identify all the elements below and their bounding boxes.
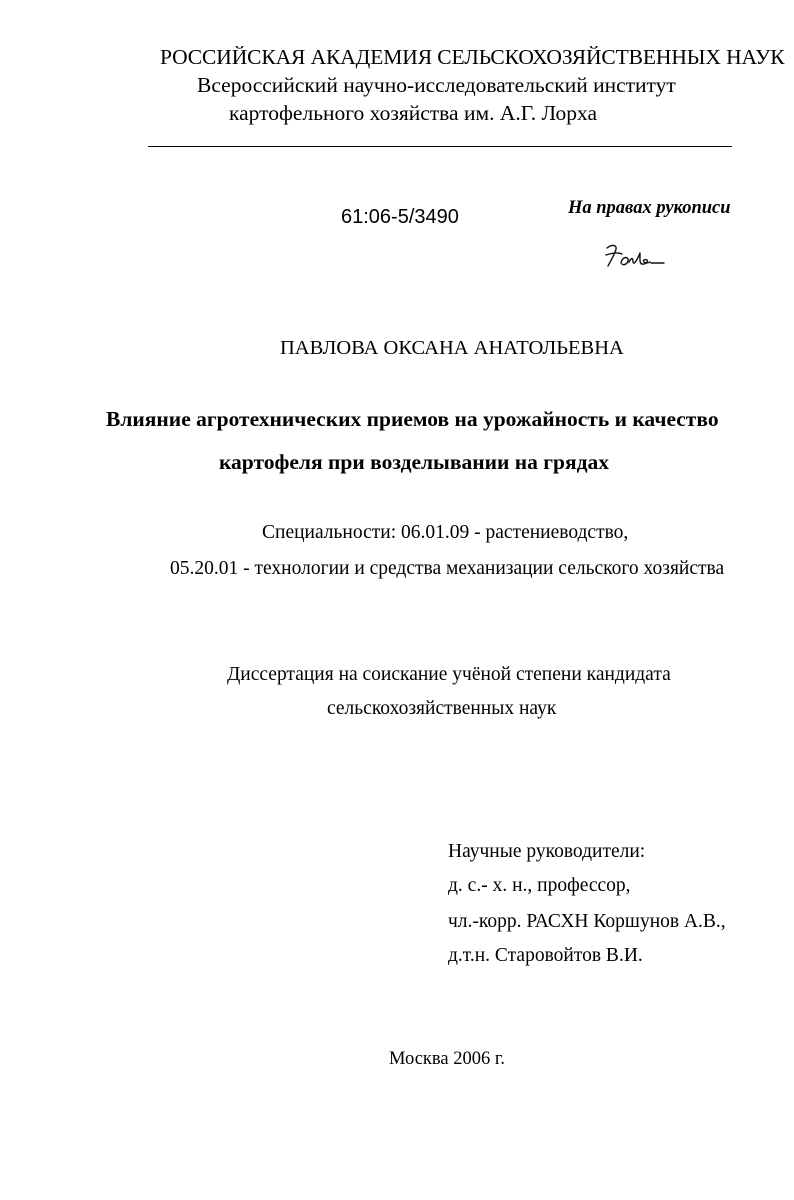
dissertation-title-line-2: картофеля при возделывании на грядах xyxy=(219,450,609,474)
header-divider xyxy=(148,146,732,147)
author-name: ПАВЛОВА ОКСАНА АНАТОЛЬЕВНА xyxy=(280,337,624,359)
supervisor-line-2: чл.-корр. РАСХН Коршунов А.В., xyxy=(448,911,726,932)
library-code: 61:06-5/3490 xyxy=(341,206,459,228)
specialties-line-2: 05.20.01 - технологии и средства механизации сельского хозяйства xyxy=(170,558,725,579)
handwritten-signature xyxy=(604,240,666,272)
city-year: Москва 2006 г. xyxy=(389,1049,505,1069)
supervisors-heading: Научные руководители: xyxy=(448,841,646,862)
institute-name-line-1: Всероссийский научно-исследовательский институт xyxy=(197,73,676,97)
dissertation-title-line-1: Влияние агротехнических приемов на урожайность и качество xyxy=(106,407,719,431)
degree-line-2: сельскохозяйственных наук xyxy=(327,698,557,719)
manuscript-rights-note: На правах рукописи xyxy=(568,198,731,218)
institute-name-line-2: картофельного хозяйства им. А.Г. Лорха xyxy=(229,101,598,125)
supervisor-line-3: д.т.н. Старовойтов В.И. xyxy=(448,945,643,966)
academy-name: РОССИЙСКАЯ АКАДЕМИЯ СЕЛЬСКОХОЗЯЙСТВЕННЫХ НАУК xyxy=(160,45,785,69)
supervisor-line-1: д. с.- х. н., профессор, xyxy=(448,875,631,896)
specialties-line-1: Специальности: 06.01.09 - растениеводство, xyxy=(262,522,629,543)
degree-line-1: Диссертация на соискание учёной степени кандидата xyxy=(227,664,671,685)
